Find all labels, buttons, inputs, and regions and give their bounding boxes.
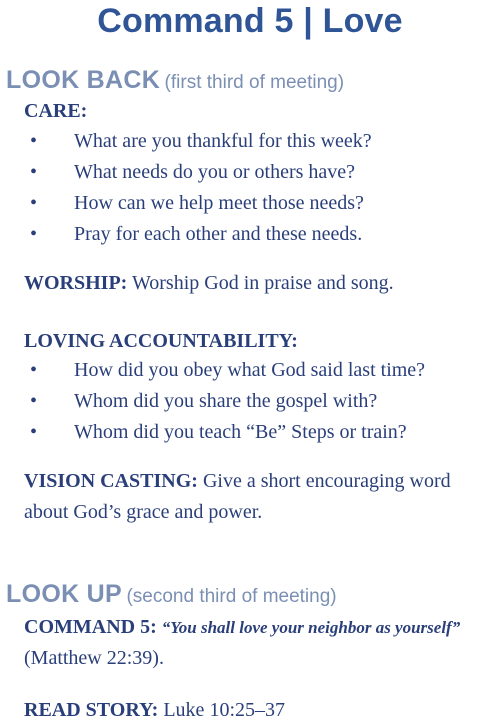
bullet-icon: • [30,390,38,412]
command-reference: (Matthew 22:39). [24,647,164,669]
command-heading: COMMAND 5: [24,616,157,638]
command-quote: “You shall love your neighbor as yourself” [161,618,461,637]
vision-heading: VISION CASTING: [24,470,198,492]
bullet-icon: • [30,192,38,214]
read-story-text: Luke 10:25–37 [163,699,285,721]
read-story-heading: READ STORY: [24,699,159,721]
command-block [24,612,460,674]
care-heading: CARE: [24,100,88,122]
bullet-icon: • [30,223,38,245]
look-back-label: LOOK BACK [6,66,161,94]
vision-text-1: Give a short encouraging word [202,470,451,492]
worship-line [24,268,394,299]
read-story-line [24,695,285,726]
page-title: Command 5 | Love [97,2,403,40]
bullet-icon: • [30,421,38,443]
bullet-icon: • [30,161,38,183]
bullet-icon: • [30,130,38,152]
accountability-heading: LOVING ACCOUNTABILITY: [24,330,298,352]
look-back-header [6,66,344,95]
look-up-note: (second third of meeting) [126,586,337,607]
vision-casting [24,466,451,528]
look-back-note: (first third of meeting) [164,72,345,93]
vision-text-2: about God’s grace and power. [24,501,263,523]
worship-text: Worship God in praise and song. [131,272,394,294]
look-up-header [6,580,337,609]
look-up-label: LOOK UP [6,580,122,608]
bullet-icon: • [30,359,38,381]
worship-heading: WORSHIP: [24,272,128,294]
